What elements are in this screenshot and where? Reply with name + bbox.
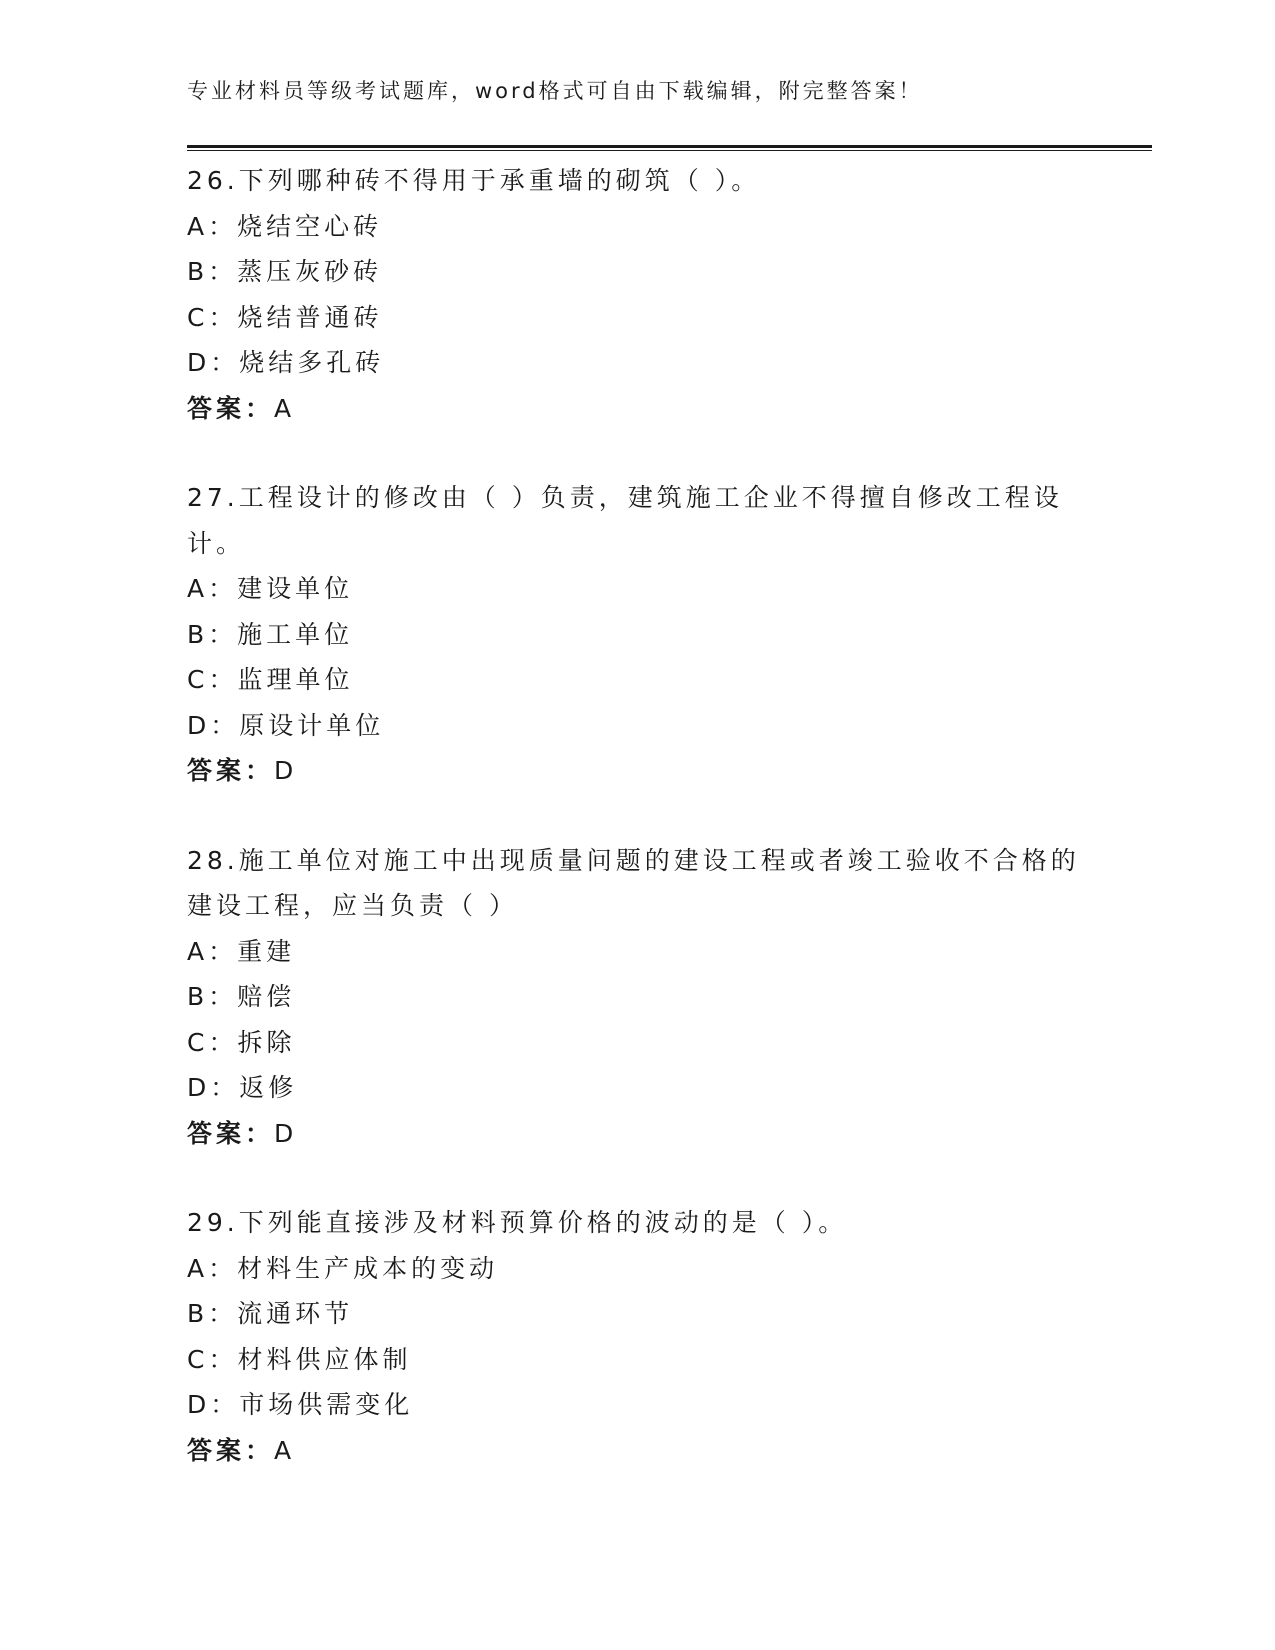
question-stem-continued: 建设工程，应当负责（ ）	[187, 891, 518, 920]
question-stem: 27.工程设计的修改由（ ）负责，建筑施工企业不得擅自修改工程设	[187, 483, 1063, 512]
answer-line	[187, 1428, 1087, 1474]
answer-value: A	[274, 1435, 296, 1465]
answer-line	[187, 748, 1087, 794]
option-c: C：材料供应体制	[187, 1344, 412, 1374]
answer-line	[187, 1111, 1087, 1157]
question-stem: 29.下列能直接涉及材料预算价格的波动的是（ ）。	[187, 1208, 848, 1237]
option-c: C：拆除	[187, 1027, 296, 1057]
option-c: C：烧结普通砖	[187, 302, 383, 332]
question-29	[187, 1200, 1087, 1473]
question-26	[187, 158, 1087, 431]
option-b: B：施工单位	[187, 619, 354, 649]
answer-value: A	[274, 393, 296, 423]
option-a: A：材料生产成本的变动	[187, 1253, 499, 1283]
option-a: A：建设单位	[187, 574, 354, 603]
question-27	[187, 475, 1087, 794]
answer-label: 答案：	[187, 756, 275, 785]
option-d: D：市场供需变化	[187, 1390, 414, 1419]
option-a: A：重建	[187, 936, 296, 966]
option-a: A：烧结空心砖	[187, 211, 383, 241]
option-b: B：蒸压灰砂砖	[187, 257, 383, 286]
question-28	[187, 838, 1087, 1157]
answer-value: D	[274, 1118, 298, 1148]
option-b: B：流通环节	[187, 1299, 354, 1328]
header-rule-thin	[187, 150, 1152, 151]
option-d: D：返修	[187, 1073, 298, 1102]
answer-value: D	[274, 756, 298, 785]
answer-label: 答案：	[187, 393, 275, 423]
option-d: D：烧结多孔砖	[187, 348, 385, 377]
answer-line	[187, 386, 1087, 432]
answer-label: 答案：	[187, 1435, 275, 1465]
option-d: D：原设计单位	[187, 710, 385, 740]
question-stem: 26.下列哪种砖不得用于承重墙的砌筑（ ）。	[187, 166, 761, 195]
question-list	[187, 158, 1087, 1517]
answer-label: 答案：	[187, 1118, 275, 1148]
question-stem-continued: 计。	[187, 528, 246, 558]
header-rule-thick	[187, 145, 1152, 148]
question-stem: 28.施工单位对施工中出现质量问题的建设工程或者竣工验收不合格的	[187, 845, 1080, 875]
option-b: B：赔偿	[187, 982, 296, 1011]
option-c: C：监理单位	[187, 665, 354, 694]
header-text: 专业材料员等级考试题库，word格式可自由下载编辑，附完整答案！	[187, 79, 923, 103]
